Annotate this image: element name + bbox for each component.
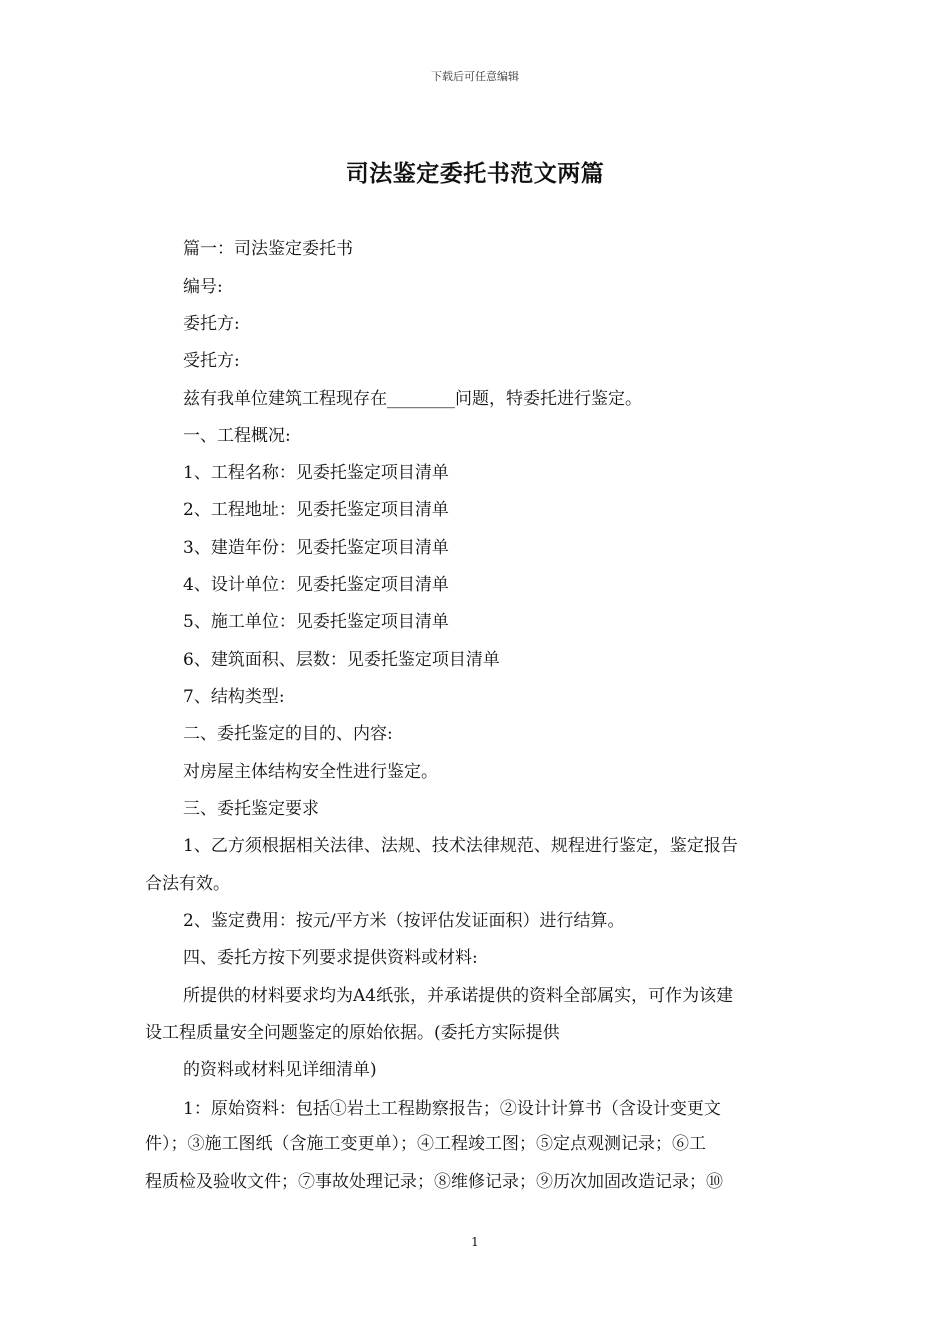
paragraph-line: 7、结构类型: [183, 687, 285, 707]
section-heading: 二、委托鉴定的目的、内容: [183, 724, 393, 744]
paragraph-line: 合法有效。 [145, 874, 230, 894]
paragraph-line: 对房屋主体结构安全性进行鉴定。 [183, 762, 438, 782]
paragraph-line: 2、工程地址：见委托鉴定项目清单 [183, 500, 449, 520]
paragraph-line: 设工程质量安全问题鉴定的原始依据。(委托方实际提供 [145, 1023, 560, 1043]
paragraph-line: 委托方: [183, 314, 240, 334]
paragraph-line: 1、工程名称：见委托鉴定项目清单 [183, 463, 449, 483]
paragraph-line: 所提供的材料要求均为A4纸张，并承诺提供的资料全部属实，可作为该建 [183, 986, 734, 1006]
paragraph-line: 4、设计单位：见委托鉴定项目清单 [183, 575, 449, 595]
paragraph-line: 篇一：司法鉴定委托书 [183, 239, 353, 259]
section-heading: 三、委托鉴定要求 [183, 799, 319, 819]
paragraph-line: 2、鉴定费用：按元/平方米（按评估发证面积）进行结算。 [183, 911, 625, 931]
paragraph-line: 件）；③施工图纸（含施工变更单）；④工程竣工图；⑤定点观测记录；⑥工 [145, 1134, 706, 1154]
paragraph-line: 兹有我单位建筑工程现存在________问题，特委托进行鉴定。 [183, 389, 642, 409]
paragraph-line: 5、施工单位：见委托鉴定项目清单 [183, 612, 449, 632]
section-heading: 一、工程概况: [183, 426, 291, 446]
paragraph-line: 6、建筑面积、层数：见委托鉴定项目清单 [183, 650, 500, 670]
paragraph-line: 1、乙方须根据相关法律、法规、技术法律规范、规程进行鉴定，鉴定报告 [183, 836, 738, 856]
paragraph-line: 编号: [183, 277, 223, 297]
paragraph-line: 程质检及验收文件；⑦事故处理记录；⑧维修记录；⑨历次加固改造记录；⑩ [145, 1172, 723, 1192]
page-number: 1 [471, 1235, 479, 1249]
paragraph-line: 1：原始资料：包括①岩土工程勘察报告；②设计计算书（含设计变更文 [183, 1099, 721, 1119]
header-note: 下载后可任意编辑 [431, 70, 519, 83]
section-heading: 四、委托方按下列要求提供资料或材料: [183, 948, 478, 968]
paragraph-line: 3、建造年份：见委托鉴定项目清单 [183, 538, 449, 558]
paragraph-line: 的资料或材料见详细清单) [183, 1060, 377, 1080]
paragraph-line: 受托方: [183, 351, 240, 371]
document-title: 司法鉴定委托书范文两篇 [345, 160, 605, 187]
